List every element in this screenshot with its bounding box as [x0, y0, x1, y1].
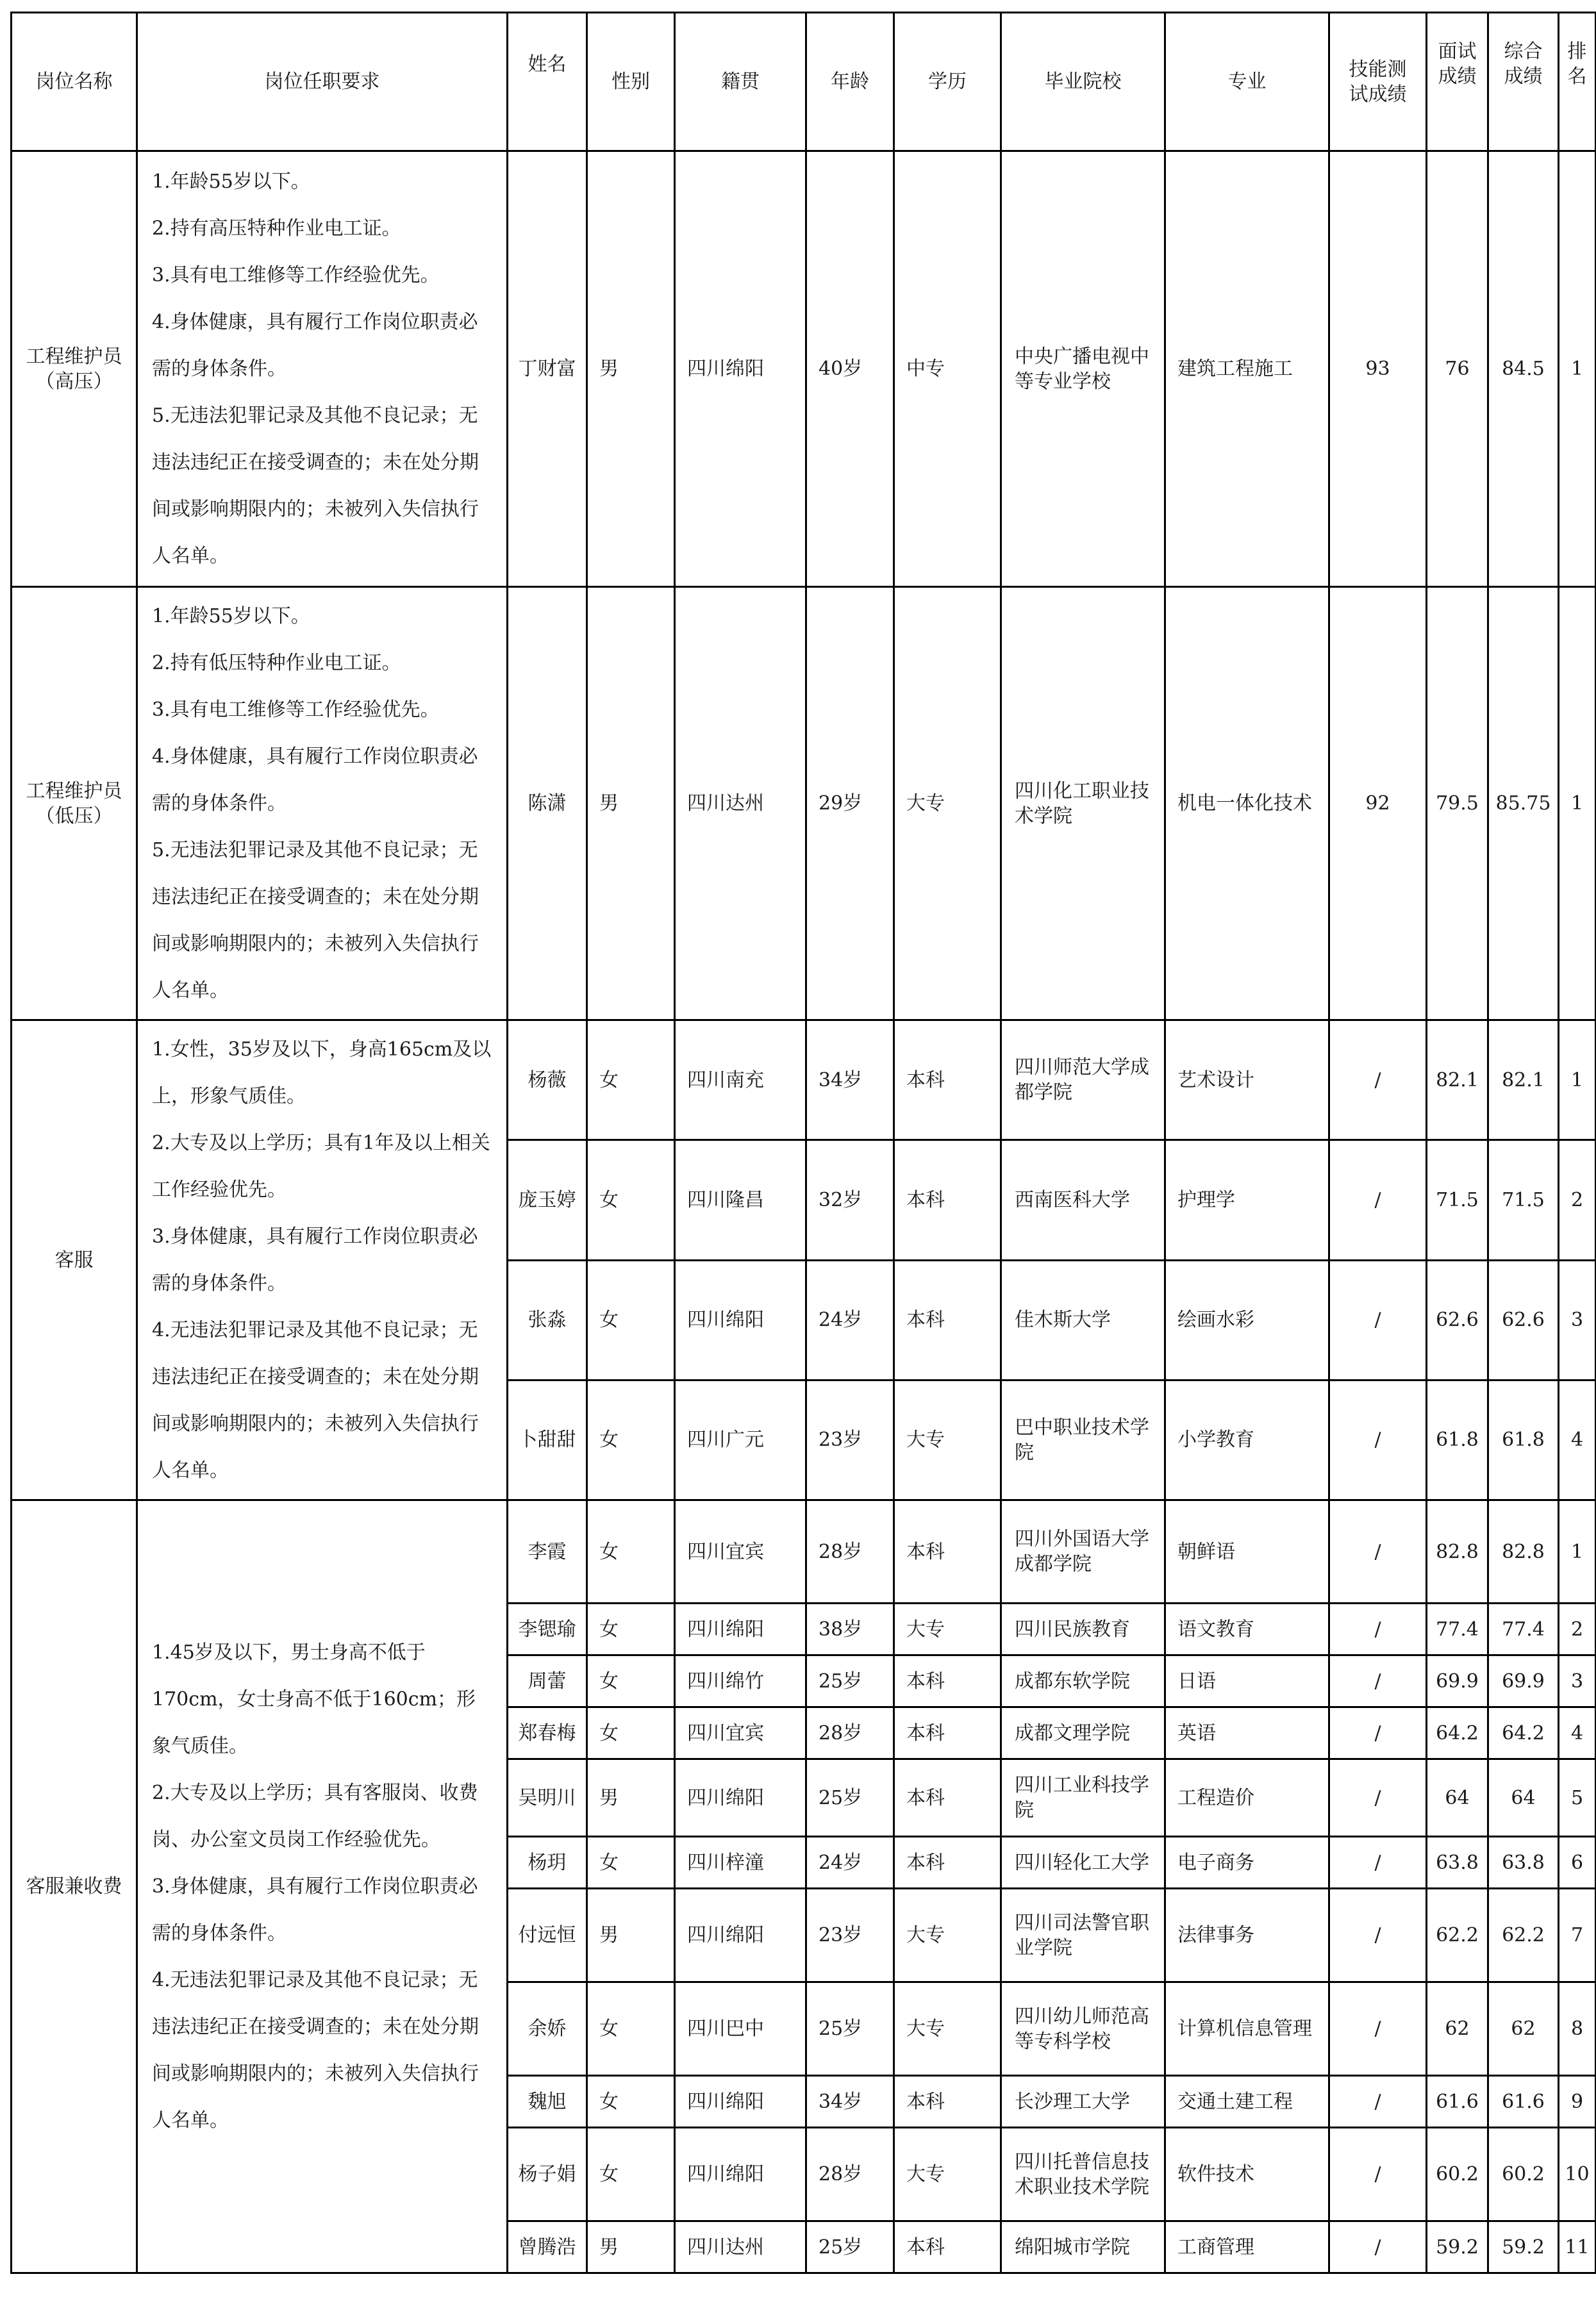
requirement-item: 1.年龄55岁以下。: [152, 605, 310, 627]
requirement-item: 5.无违法犯罪记录及其他不良记录；无违法违纪正在接受调查的；未在处分期间或影响期限内的；未被列入失信执行人名单。: [152, 404, 479, 567]
interview-score: 61.6: [1427, 2076, 1488, 2128]
rank: 1: [1559, 151, 1596, 587]
results-table: [10, 12, 1596, 2274]
requirement-item: 4.无违法犯罪记录及其他不良记录；无违法违纪正在接受调查的；未在处分期间或影响期限内的；未被列入失信执行人名单。: [152, 1319, 479, 1482]
interview-score: 62.2: [1427, 1889, 1488, 1982]
candidate-gender: 女: [587, 1982, 675, 2076]
candidate-name: 李锶瑜: [508, 1604, 587, 1655]
candidate-major: 建筑工程施工: [1165, 151, 1329, 587]
candidate-native-place: 四川宜宾: [675, 1500, 806, 1604]
candidate-school: 佳木斯大学: [1001, 1260, 1165, 1380]
candidate-education: 大专: [894, 587, 1001, 1020]
interview-score: 61.8: [1427, 1380, 1488, 1500]
table-row: [12, 1500, 1596, 1604]
header-row: [12, 13, 1596, 151]
candidate-education: 本科: [894, 1837, 1001, 1889]
post-subtitle: （低压）: [35, 804, 113, 827]
requirement-item: 2.持有高压特种作业电工证。: [152, 217, 401, 240]
requirement-item: 4.身体健康，具有履行工作岗位职责必需的身体条件。: [152, 745, 478, 815]
total-score: 61.6: [1488, 2076, 1559, 2128]
skill-score: /: [1329, 1380, 1427, 1500]
candidate-major: 机电一体化技术: [1165, 587, 1329, 1020]
candidate-gender: 男: [587, 2221, 675, 2273]
candidate-gender: 男: [587, 1759, 675, 1837]
table-row: [12, 151, 1596, 587]
candidate-gender: 男: [587, 587, 675, 1020]
candidate-age: 23岁: [806, 1380, 894, 1500]
candidate-school: 四川司法警官职业学院: [1001, 1889, 1165, 1982]
candidate-major: 艺术设计: [1165, 1020, 1329, 1140]
rank: 10: [1559, 2128, 1596, 2221]
candidate-major: 工程造价: [1165, 1759, 1329, 1837]
interview-score: 62.6: [1427, 1260, 1488, 1380]
candidate-gender: 女: [587, 1260, 675, 1380]
total-score: 64.2: [1488, 1707, 1559, 1759]
candidate-name: 庞玉婷: [508, 1140, 587, 1260]
interview-score: 62: [1427, 1982, 1488, 2076]
candidate-age: 25岁: [806, 1982, 894, 2076]
candidate-gender: 男: [587, 151, 675, 587]
total-score: 62.2: [1488, 1889, 1559, 1982]
candidate-name: 杨玥: [508, 1837, 587, 1889]
header-total-line2: 成绩: [1504, 65, 1543, 88]
header-skill-score-line2: 试成绩: [1349, 83, 1407, 106]
skill-score: 93: [1329, 151, 1427, 587]
candidate-school: 西南医科大学: [1001, 1140, 1165, 1260]
rank: 2: [1559, 1140, 1596, 1260]
total-score: 62: [1488, 1982, 1559, 2076]
requirements-cell: [137, 1500, 508, 2273]
candidate-age: 23岁: [806, 1889, 894, 1982]
candidate-major: 软件技术: [1165, 2128, 1329, 2221]
requirement-item: 1.女性，35岁及以下，身高165cm及以上，形象气质佳。: [152, 1038, 492, 1107]
candidate-native-place: 四川绵阳: [675, 1759, 806, 1837]
header-skill-score-line1: 技能测: [1349, 58, 1407, 81]
requirement-item: 3.具有电工维修等工作经验优先。: [152, 264, 440, 286]
requirement-item: 3.身体健康，具有履行工作岗位职责必需的身体条件。: [152, 1875, 478, 1945]
interview-score: 82.1: [1427, 1020, 1488, 1140]
rank: 1: [1559, 1020, 1596, 1140]
candidate-name: 曾腾浩: [508, 2221, 587, 2273]
post-name-cell: [12, 587, 137, 1020]
header-school: 毕业院校: [1001, 13, 1165, 151]
candidate-gender: 女: [587, 1655, 675, 1707]
post-name-cell: [12, 1020, 137, 1500]
rank: 6: [1559, 1837, 1596, 1889]
requirements-cell: [137, 1020, 508, 1500]
candidate-education: 本科: [894, 2221, 1001, 2273]
candidate-education: 中专: [894, 151, 1001, 587]
candidate-education: 本科: [894, 1707, 1001, 1759]
candidate-school: 巴中职业技术学院: [1001, 1380, 1165, 1500]
header-post: 岗位名称: [12, 13, 137, 151]
requirement-item: 3.具有电工维修等工作经验优先。: [152, 699, 440, 721]
header-education: 学历: [894, 13, 1001, 151]
interview-score: 64: [1427, 1759, 1488, 1837]
candidate-education: 本科: [894, 2076, 1001, 2128]
candidate-age: 28岁: [806, 2128, 894, 2221]
candidate-age: 25岁: [806, 1759, 894, 1837]
post-name: 工程维护员: [26, 779, 122, 802]
interview-score: 71.5: [1427, 1140, 1488, 1260]
candidate-native-place: 四川绵阳: [675, 1604, 806, 1655]
candidate-school: 四川托普信息技术职业技术学院: [1001, 2128, 1165, 2221]
rank: 1: [1559, 1500, 1596, 1604]
candidate-school: 四川民族教育: [1001, 1604, 1165, 1655]
candidate-education: 本科: [894, 1140, 1001, 1260]
skill-score: /: [1329, 1500, 1427, 1604]
candidate-age: 28岁: [806, 1500, 894, 1604]
candidate-school: 长沙理工大学: [1001, 2076, 1165, 2128]
rank: 11: [1559, 2221, 1596, 2273]
post-name-cell: [12, 151, 137, 587]
candidate-school: 四川外国语大学成都学院: [1001, 1500, 1165, 1604]
skill-score: /: [1329, 1707, 1427, 1759]
candidate-gender: 女: [587, 2128, 675, 2221]
candidate-name: 陈潇: [508, 587, 587, 1020]
candidate-age: 24岁: [806, 1260, 894, 1380]
rank: 3: [1559, 1260, 1596, 1380]
requirement-item: 3.身体健康，具有履行工作岗位职责必需的身体条件。: [152, 1225, 478, 1295]
candidate-age: 34岁: [806, 1020, 894, 1140]
requirement-item: 4.无违法犯罪记录及其他不良记录；无违法违纪正在接受调查的；未在处分期间或影响期限内的；未被列入失信执行人名单。: [152, 1969, 479, 2132]
candidate-major: 朝鲜语: [1165, 1500, 1329, 1604]
candidate-major: 英语: [1165, 1707, 1329, 1759]
total-score: 85.75: [1488, 587, 1559, 1020]
rank: 1: [1559, 587, 1596, 1020]
candidate-school: 中央广播电视中等专业学校: [1001, 151, 1165, 587]
rank: 4: [1559, 1707, 1596, 1759]
total-score: 82.8: [1488, 1500, 1559, 1604]
interview-score: 59.2: [1427, 2221, 1488, 2273]
skill-score: /: [1329, 2128, 1427, 2221]
skill-score: /: [1329, 2221, 1427, 2273]
candidate-school: 四川幼儿师范高等专科学校: [1001, 1982, 1165, 2076]
candidate-native-place: 四川达州: [675, 587, 806, 1020]
requirement-item: 2.持有低压特种作业电工证。: [152, 652, 401, 674]
requirement-item: 5.无违法犯罪记录及其他不良记录；无违法违纪正在接受调查的；未在处分期间或影响期限内的；未被列入失信执行人名单。: [152, 839, 479, 1002]
candidate-school: 四川化工职业技术学院: [1001, 587, 1165, 1020]
requirement-item: 2.大专及以上学历；具有1年及以上相关工作经验优先。: [152, 1132, 490, 1201]
rank: 5: [1559, 1759, 1596, 1837]
candidate-gender: 男: [587, 1889, 675, 1982]
header-major: 专业: [1165, 13, 1329, 151]
candidate-major: 护理学: [1165, 1140, 1329, 1260]
candidate-age: 29岁: [806, 587, 894, 1020]
header-rank-line2: 名: [1567, 65, 1587, 88]
candidate-school: 绵阳城市学院: [1001, 2221, 1165, 2273]
header-interview-line1: 面试: [1438, 40, 1477, 63]
rank: 8: [1559, 1982, 1596, 2076]
table-row: [12, 1020, 1596, 1140]
candidate-gender: 女: [587, 1837, 675, 1889]
rank: 2: [1559, 1604, 1596, 1655]
candidate-major: 电子商务: [1165, 1837, 1329, 1889]
total-score: 59.2: [1488, 2221, 1559, 2273]
candidate-native-place: 四川绵阳: [675, 151, 806, 587]
candidate-school: 四川工业科技学院: [1001, 1759, 1165, 1837]
skill-score: /: [1329, 2076, 1427, 2128]
total-score: 71.5: [1488, 1140, 1559, 1260]
requirement-item: 1.年龄55岁以下。: [152, 170, 310, 193]
table-row: [12, 587, 1596, 1020]
post-name-cell: [12, 1500, 137, 2273]
candidate-name: 魏旭: [508, 2076, 587, 2128]
candidate-education: 大专: [894, 1604, 1001, 1655]
candidate-native-place: 四川达州: [675, 2221, 806, 2273]
candidate-native-place: 四川绵阳: [675, 1260, 806, 1380]
candidate-native-place: 四川广元: [675, 1380, 806, 1500]
candidate-name: 张淼: [508, 1260, 587, 1380]
header-skill-score: [1329, 13, 1427, 151]
candidate-name: 丁财富: [508, 151, 587, 587]
candidate-gender: 女: [587, 1707, 675, 1759]
candidate-major: 工商管理: [1165, 2221, 1329, 2273]
candidate-major: 绘画水彩: [1165, 1260, 1329, 1380]
total-score: 64: [1488, 1759, 1559, 1837]
interview-score: 60.2: [1427, 2128, 1488, 2221]
candidate-age: 38岁: [806, 1604, 894, 1655]
candidate-native-place: 四川绵阳: [675, 2128, 806, 2221]
requirement-item: 4.身体健康，具有履行工作岗位职责必需的身体条件。: [152, 311, 478, 380]
rank: 9: [1559, 2076, 1596, 2128]
candidate-name: 李霞: [508, 1500, 587, 1604]
skill-score: /: [1329, 1982, 1427, 2076]
post-name: 客服兼收费: [26, 1875, 122, 1898]
post-name: 工程维护员: [26, 345, 122, 368]
candidate-name: 付远恒: [508, 1889, 587, 1982]
header-total-line1: 综合: [1504, 40, 1543, 63]
candidate-native-place: 四川宜宾: [675, 1707, 806, 1759]
skill-score: /: [1329, 1140, 1427, 1260]
requirement-item: 1.45岁及以下，男士身高不低于170cm，女士身高不低于160cm；形象气质佳。: [152, 1641, 476, 1757]
skill-score: 92: [1329, 587, 1427, 1020]
header-rank-line1: 排: [1567, 40, 1587, 63]
rank: 4: [1559, 1380, 1596, 1500]
post-subtitle: （高压）: [35, 370, 113, 393]
candidate-education: 本科: [894, 1020, 1001, 1140]
skill-score: /: [1329, 1655, 1427, 1707]
candidate-major: 交通土建工程: [1165, 2076, 1329, 2128]
total-score: 82.1: [1488, 1020, 1559, 1140]
header-gender: 性别: [587, 13, 675, 151]
interview-score: 76: [1427, 151, 1488, 587]
interview-score: 63.8: [1427, 1837, 1488, 1889]
candidate-education: 大专: [894, 1889, 1001, 1982]
rank: 3: [1559, 1655, 1596, 1707]
header-requirements: 岗位任职要求: [137, 13, 508, 151]
interview-score: 77.4: [1427, 1604, 1488, 1655]
candidate-gender: 女: [587, 1020, 675, 1140]
header-rank: [1559, 13, 1596, 151]
header-name: 姓名: [508, 13, 587, 151]
candidate-native-place: 四川隆昌: [675, 1140, 806, 1260]
candidate-age: 34岁: [806, 2076, 894, 2128]
skill-score: /: [1329, 1260, 1427, 1380]
candidate-gender: 女: [587, 2076, 675, 2128]
candidate-name: 杨薇: [508, 1020, 587, 1140]
candidate-native-place: 四川梓潼: [675, 1837, 806, 1889]
requirements-cell: [137, 151, 508, 587]
candidate-age: 25岁: [806, 2221, 894, 2273]
candidate-age: 24岁: [806, 1837, 894, 1889]
candidate-native-place: 四川绵阳: [675, 1889, 806, 1982]
candidate-education: 本科: [894, 1500, 1001, 1604]
header-age: 年龄: [806, 13, 894, 151]
candidate-education: 大专: [894, 1380, 1001, 1500]
candidate-name: 郑春梅: [508, 1707, 587, 1759]
header-interview-score: [1427, 13, 1488, 151]
candidate-age: 32岁: [806, 1140, 894, 1260]
skill-score: /: [1329, 1020, 1427, 1140]
total-score: 77.4: [1488, 1604, 1559, 1655]
interview-score: 69.9: [1427, 1655, 1488, 1707]
total-score: 62.6: [1488, 1260, 1559, 1380]
header-total-score: [1488, 13, 1559, 151]
candidate-native-place: 四川绵竹: [675, 1655, 806, 1707]
interview-score: 79.5: [1427, 587, 1488, 1020]
candidate-name: 吴明川: [508, 1759, 587, 1837]
requirement-item: 2.大专及以上学历；具有客服岗、收费岗、办公室文员岗工作经验优先。: [152, 1782, 478, 1851]
candidate-education: 本科: [894, 1260, 1001, 1380]
candidate-name: 卜甜甜: [508, 1380, 587, 1500]
candidate-gender: 女: [587, 1604, 675, 1655]
skill-score: /: [1329, 1889, 1427, 1982]
skill-score: /: [1329, 1604, 1427, 1655]
candidate-native-place: 四川巴中: [675, 1982, 806, 2076]
rank: 7: [1559, 1889, 1596, 1982]
interview-score: 64.2: [1427, 1707, 1488, 1759]
header-native-place: 籍贯: [675, 13, 806, 151]
total-score: 84.5: [1488, 151, 1559, 587]
post-name: 客服: [54, 1248, 94, 1272]
candidate-school: 成都东软学院: [1001, 1655, 1165, 1707]
skill-score: /: [1329, 1759, 1427, 1837]
candidate-education: 本科: [894, 1655, 1001, 1707]
candidate-gender: 女: [587, 1500, 675, 1604]
requirements-cell: [137, 587, 508, 1020]
total-score: 60.2: [1488, 2128, 1559, 2221]
candidate-native-place: 四川南充: [675, 1020, 806, 1140]
candidate-major: 小学教育: [1165, 1380, 1329, 1500]
candidate-school: 成都文理学院: [1001, 1707, 1165, 1759]
interview-score: 82.8: [1427, 1500, 1488, 1604]
candidate-name: 杨子娟: [508, 2128, 587, 2221]
candidate-major: 日语: [1165, 1655, 1329, 1707]
candidate-age: 25岁: [806, 1655, 894, 1707]
candidate-name: 余娇: [508, 1982, 587, 2076]
candidate-school: 四川轻化工大学: [1001, 1837, 1165, 1889]
candidate-major: 法律事务: [1165, 1889, 1329, 1982]
candidate-school: 四川师范大学成都学院: [1001, 1020, 1165, 1140]
total-score: 61.8: [1488, 1380, 1559, 1500]
candidate-major: 计算机信息管理: [1165, 1982, 1329, 2076]
header-interview-line2: 成绩: [1438, 65, 1477, 88]
candidate-age: 40岁: [806, 151, 894, 587]
candidate-major: 语文教育: [1165, 1604, 1329, 1655]
candidate-education: 本科: [894, 1759, 1001, 1837]
candidate-education: 大专: [894, 2128, 1001, 2221]
total-score: 63.8: [1488, 1837, 1559, 1889]
candidate-education: 大专: [894, 1982, 1001, 2076]
candidate-name: 周蕾: [508, 1655, 587, 1707]
candidate-age: 28岁: [806, 1707, 894, 1759]
candidate-gender: 女: [587, 1140, 675, 1260]
total-score: 69.9: [1488, 1655, 1559, 1707]
candidate-gender: 女: [587, 1380, 675, 1500]
skill-score: /: [1329, 1837, 1427, 1889]
candidate-native-place: 四川绵阳: [675, 2076, 806, 2128]
